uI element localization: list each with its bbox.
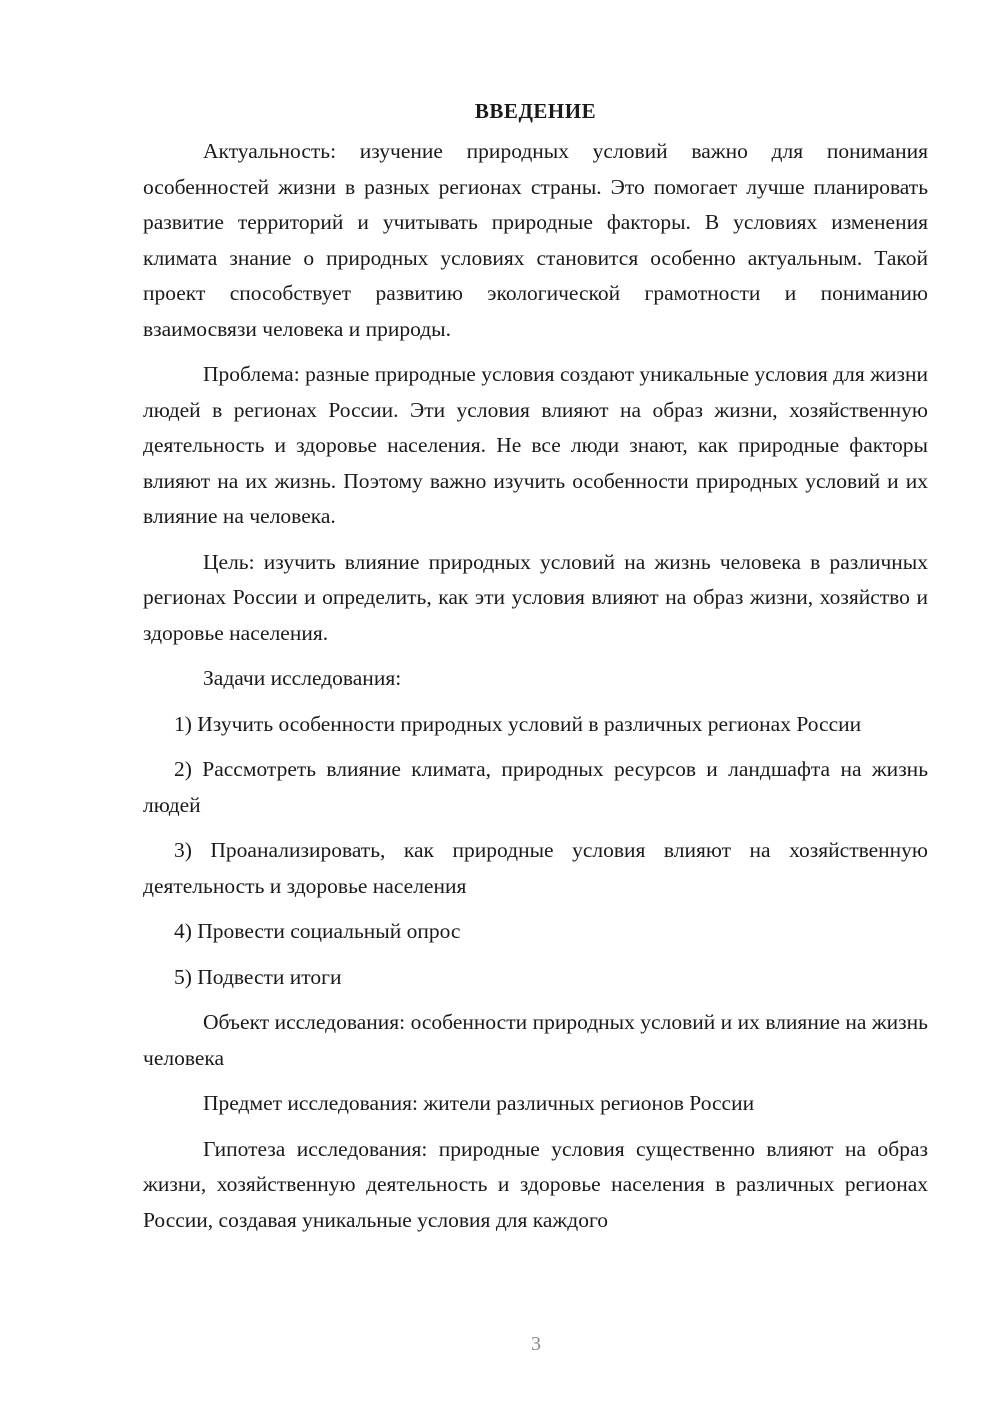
task-item-4: 4) Провести социальный опрос <box>174 919 461 943</box>
task-item-2: 2) Рассмотреть влияние климата, природных ресурсов и ландшафта на жизнь людей <box>143 757 928 817</box>
relevance-paragraph: Актуальность: изучение природных условий важно для понимания особенностей жизни в разных регионах страны. Это помогает лучше планировать развитие территорий и учитывать природные факторы. В условиях изменения климата знание о природных условиях становится особенно актуальным. Такой проект способствует развитию экологической грамотности и пониманию взаимосвязи человека и природы. <box>143 139 928 341</box>
research-subject-paragraph: Предмет исследования: жители различных регионов России <box>203 1091 755 1115</box>
task-item-5: 5) Подвести итоги <box>174 964 342 989</box>
research-object-paragraph: Объект исследования: особенности природных условий и их влияние на жизнь человека <box>143 1010 928 1070</box>
tasks-heading: Задачи исследования: <box>203 666 402 690</box>
task-item-1: 1) Изучить особенности природных условий в различных регионах России <box>174 711 862 736</box>
page-title: ВВЕДЕНИЕ <box>474 99 597 123</box>
task-item-3: 3) Проанализировать, как природные условия влияют на хозяйственную деятельность и здоровье населения <box>143 838 928 898</box>
hypothesis-paragraph: Гипотеза исследования: природные условия существенно влияют на образ жизни, хозяйственную деятельность и здоровье населения в различных регионах России, создавая уникальные условия для каждого <box>143 1136 928 1232</box>
document-page <box>143 96 928 1238</box>
page-number: 3 <box>531 1333 541 1355</box>
problem-paragraph: Проблема: разные природные условия создают уникальные условия для жизни людей в регионах России. Эти условия влияют на образ жизни, хозяйственную деятельность и здоровье населения. Не все люди знают, как природные факторы влияют на их жизнь. Поэтому важно изучить особенности природных условий и их влияние на человека. <box>143 362 928 528</box>
goal-paragraph: Цель: изучить влияние природных условий на жизнь человека в различных регионах России и определить, как эти условия влияют на образ жизни, хозяйство и здоровье населения. <box>143 549 928 645</box>
